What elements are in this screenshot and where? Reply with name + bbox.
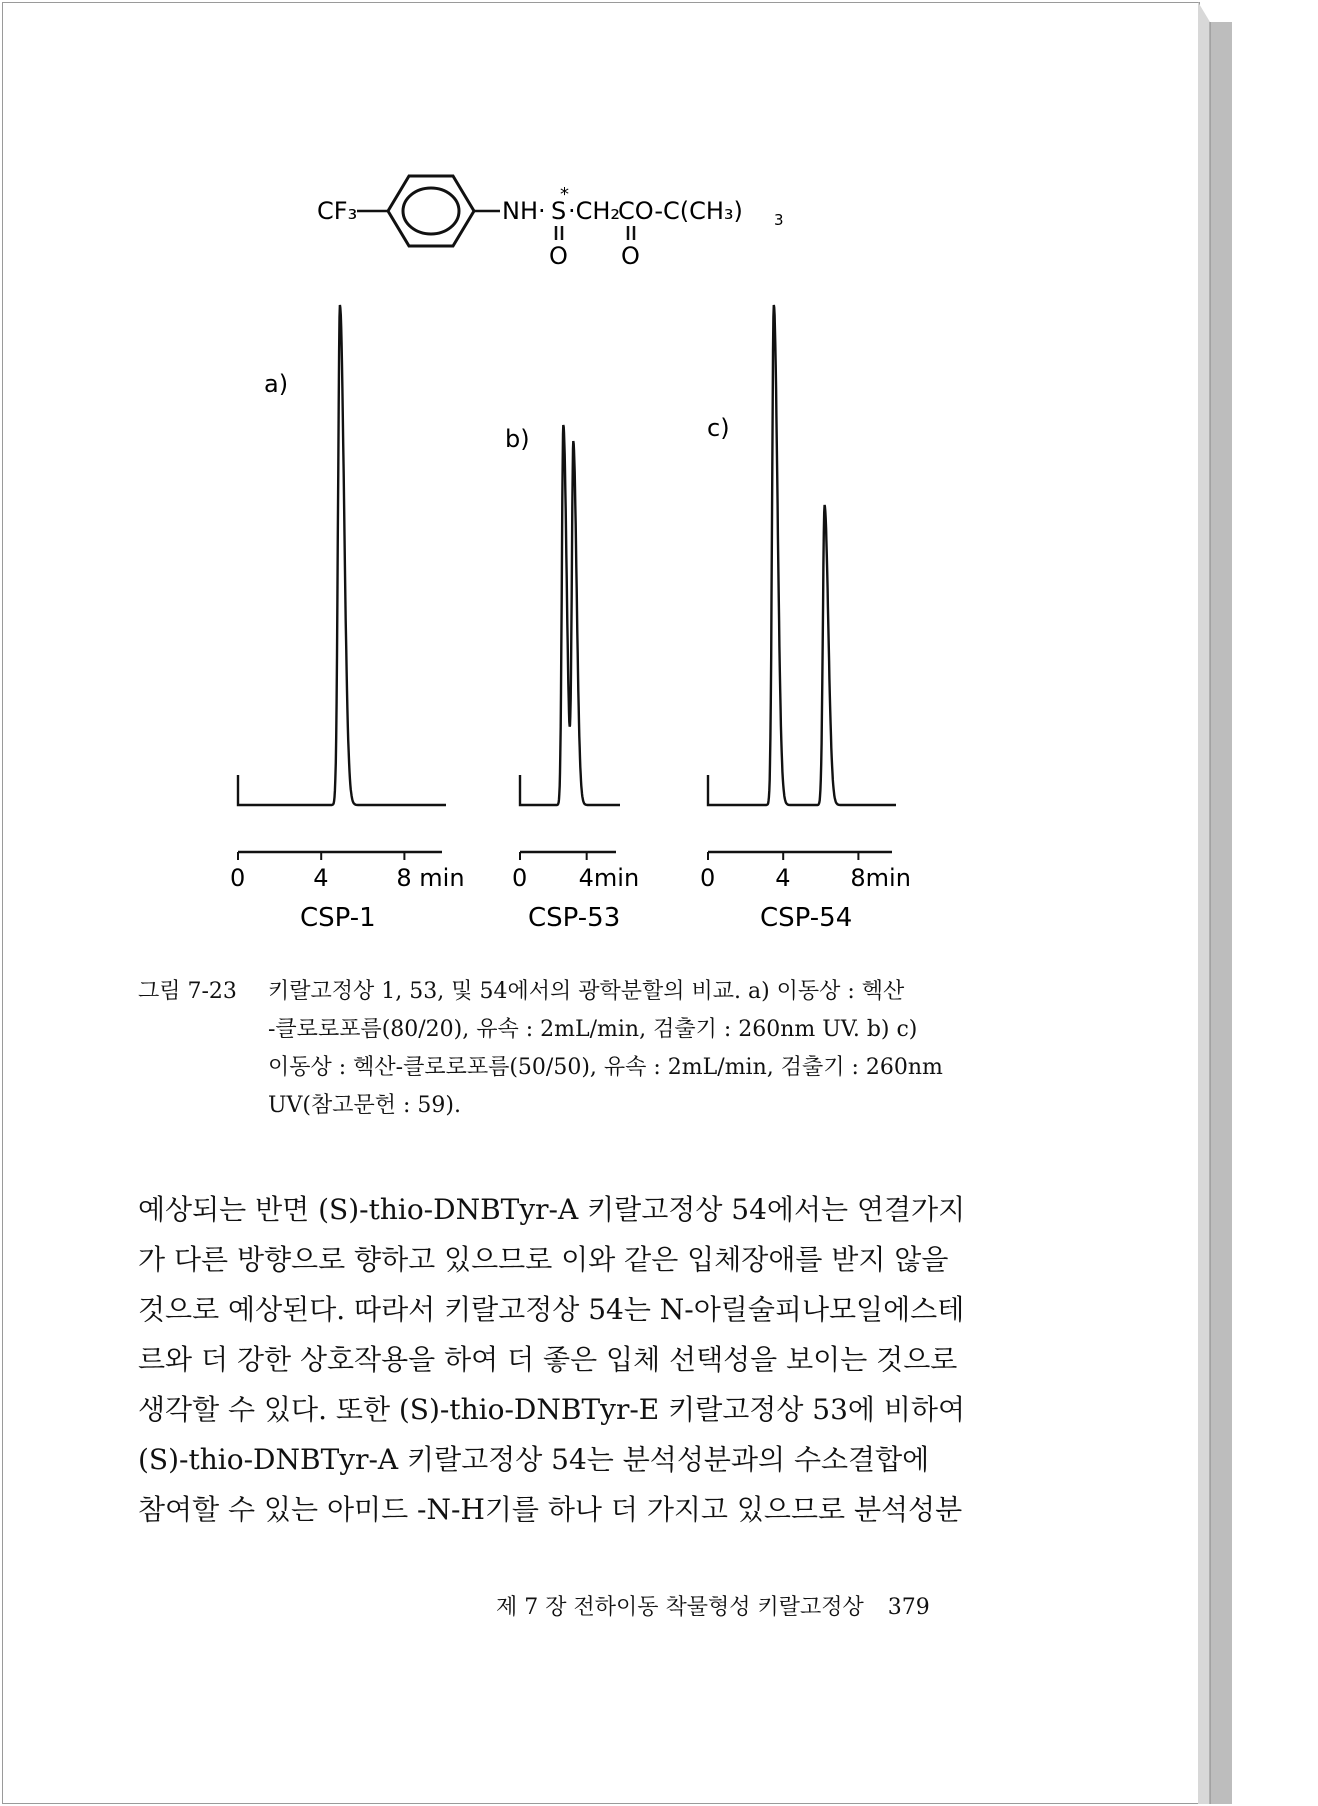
caption-line: 키랄고정상 1, 53, 및 54에서의 광학분할의 비교. a) 이동상 : 헥산 — [268, 979, 905, 1004]
tick-label: 4 — [313, 864, 329, 892]
sulfur-atom: S — [551, 197, 567, 225]
body-line: (S)-thio-DNBTyr-A 키랄고정상 54는 분석성분과의 수소결합에 — [138, 1443, 930, 1476]
ch2-group: ·CH₂ — [568, 197, 621, 225]
sulfinyl-oxygen: O — [549, 242, 568, 270]
tick-label: 4min — [578, 864, 640, 892]
body-line: 생각할 수 있다. 또한 (S)-thio-DNBTyr-E 키랄고정상 53에 비하여 — [138, 1393, 966, 1426]
tick-label: 8min — [850, 864, 911, 892]
subscript-3: 3 — [774, 211, 784, 229]
running-footer — [496, 1590, 930, 1621]
chromatogram-trace — [520, 425, 620, 805]
chemical-structure — [317, 176, 784, 270]
body-line: 것으로 예상된다. 따라서 키랄고정상 54는 N-아릴술피나모일에스테 — [138, 1293, 965, 1326]
body-line: 예상되는 반면 (S)-thio-DNBTyr-A 키랄고정상 54에서는 연결가지 — [138, 1193, 966, 1226]
carbonyl-oxygen: O — [621, 242, 640, 270]
cf3-label: CF₃ — [317, 197, 358, 225]
chapter-title: 제 7 장 전하이동 착물형성 키랄고정상 — [496, 1595, 864, 1620]
figure-label: 그림 7-23 — [138, 979, 237, 1004]
column-label: CSP-53 — [528, 903, 621, 933]
ester-group: CO-C(CH₃) — [618, 197, 743, 225]
panel-label: b) — [505, 425, 530, 453]
caption-line: UV(참고문헌 : 59). — [268, 1093, 461, 1118]
panel-label: a) — [264, 370, 289, 398]
page-number: 379 — [887, 1595, 930, 1620]
body-paragraph — [138, 1185, 1018, 1535]
chromatogram-trace — [708, 305, 896, 805]
body-line: 참여할 수 있는 아미드 -N-H기를 하나 더 가지고 있으므로 분석성분 — [138, 1493, 963, 1526]
caption-text — [268, 973, 1028, 1125]
chiral-star: * — [560, 184, 569, 205]
caption-line: 이동상 : 헥산-클로로포름(50/50), 유속 : 2mL/min, 검출기 : 260nm — [268, 1055, 943, 1080]
tick-label: 8 min — [396, 864, 465, 892]
chromatograms — [230, 305, 911, 933]
tick-label: 0 — [700, 864, 716, 892]
panel-label: c) — [707, 414, 730, 442]
column-label: CSP-1 — [300, 903, 376, 933]
tick-label: 0 — [230, 864, 246, 892]
column-label: CSP-54 — [760, 903, 853, 933]
caption-line: -클로로포름(80/20), 유속 : 2mL/min, 검출기 : 260nm UV. b) c) — [268, 1017, 918, 1042]
body-line: 가 다른 방향으로 향하고 있으므로 이와 같은 입체장애를 받지 않을 — [138, 1243, 949, 1276]
nh-group: NH· — [502, 197, 546, 225]
body-line: 르와 더 강한 상호작용을 하여 더 좋은 입체 선택성을 보이는 것으로 — [138, 1343, 958, 1376]
tick-label: 0 — [512, 864, 528, 892]
tick-label: 4 — [775, 864, 791, 892]
